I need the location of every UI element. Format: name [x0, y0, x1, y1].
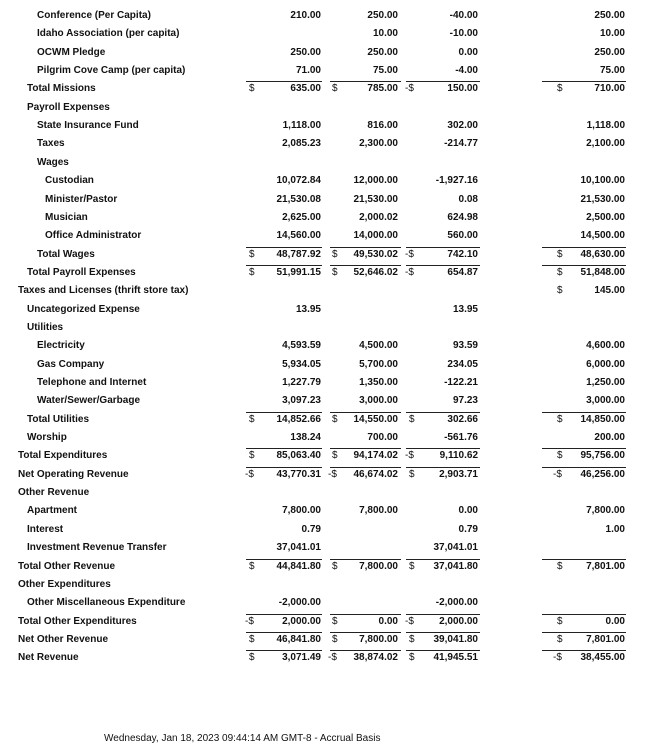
total-rule [246, 559, 322, 560]
row-label: Electricity [37, 340, 85, 352]
currency-symbol: $ [332, 450, 338, 462]
value-cell: 2,500.00 [586, 211, 625, 223]
row-label: Conference (Per Capita) [37, 10, 151, 21]
report-row [0, 227, 661, 245]
row-label: Interest [27, 523, 64, 535]
currency-symbol: $ [557, 615, 563, 627]
report-row [0, 99, 661, 117]
value-cell: 21,530.08 [276, 193, 321, 205]
report-row [0, 521, 661, 539]
total-rule [330, 412, 401, 413]
report-row [0, 392, 661, 410]
value-cell: 12,000.00 [353, 175, 398, 187]
value-cell: 49,530.02 [353, 248, 398, 260]
currency-symbol: $ [332, 560, 338, 572]
value-cell: 13.95 [295, 303, 321, 315]
value-cell: 210.00 [290, 10, 321, 21]
currency-symbol: -$ [405, 248, 414, 260]
report-row [0, 429, 661, 447]
currency-symbol: -$ [405, 615, 414, 627]
total-rule [330, 632, 401, 633]
row-label: Other Expenditures [18, 578, 111, 590]
report-row [0, 411, 661, 429]
currency-symbol: $ [557, 266, 563, 278]
currency-symbol: $ [557, 413, 563, 425]
value-cell: 0.00 [458, 46, 478, 58]
value-cell: 39,041.80 [433, 633, 478, 645]
currency-symbol: $ [409, 413, 415, 425]
value-cell: 9,110.62 [439, 450, 478, 462]
total-rule [330, 650, 401, 651]
row-label: Minister/Pastor [45, 193, 118, 205]
total-rule [330, 247, 401, 248]
value-cell: 14,500.00 [580, 230, 625, 242]
value-cell: 200.00 [594, 432, 625, 444]
row-label: Total Other Revenue [18, 560, 116, 572]
report-row [0, 44, 661, 62]
report-row [0, 264, 661, 282]
report-row [0, 154, 661, 172]
value-cell: 52,646.02 [353, 266, 398, 278]
value-cell: 816.00 [367, 120, 398, 132]
currency-symbol: -$ [328, 652, 337, 664]
value-cell: -214.77 [444, 138, 478, 150]
value-cell: 250.00 [594, 10, 625, 21]
row-label: Total Payroll Expenses [27, 266, 136, 278]
total-rule [330, 614, 401, 615]
row-label: Taxes and Licenses (thrift store tax) [18, 285, 189, 297]
value-cell: 14,852.66 [276, 413, 321, 425]
report-row [0, 539, 661, 557]
report-row [0, 319, 661, 337]
value-cell: -2,000.00 [278, 597, 321, 609]
currency-symbol: $ [557, 633, 563, 645]
value-cell: 10,072.84 [276, 175, 321, 187]
value-cell: 75.00 [372, 65, 398, 77]
value-cell: 3,000.00 [586, 395, 625, 407]
currency-symbol: $ [249, 266, 255, 278]
total-rule [542, 81, 626, 82]
report-row [0, 246, 661, 264]
report-row [0, 374, 661, 392]
value-cell: 10,100.00 [580, 175, 625, 187]
report-row [0, 447, 661, 465]
value-cell: 560.00 [447, 230, 478, 242]
row-label: Net Revenue [18, 652, 79, 664]
row-label: Water/Sewer/Garbage [37, 395, 141, 407]
report-row [0, 502, 661, 520]
row-label: Other Revenue [18, 487, 90, 499]
row-label: Gas Company [37, 358, 105, 370]
total-rule [406, 265, 480, 266]
row-label: Total Missions [27, 83, 96, 95]
value-cell: 0.00 [378, 615, 398, 627]
value-cell: 2,100.00 [586, 138, 625, 150]
currency-symbol: $ [249, 652, 255, 664]
currency-symbol: $ [332, 633, 338, 645]
value-cell: 7,800.00 [359, 560, 398, 572]
currency-symbol: $ [409, 652, 415, 664]
value-cell: 785.00 [367, 83, 398, 95]
value-cell: 4,593.59 [282, 340, 321, 352]
value-cell: 3,000.00 [359, 395, 398, 407]
value-cell: 41,945.51 [433, 652, 478, 664]
value-cell: 94,174.02 [353, 450, 398, 462]
value-cell: 37,041.80 [433, 560, 478, 572]
value-cell: 1,227.79 [282, 377, 321, 388]
report-footer: Wednesday, Jan 18, 2023 09:44:14 AM GMT-8 - Accrual Basis [104, 733, 381, 744]
report-row [0, 576, 661, 594]
value-cell: 635.00 [290, 83, 321, 95]
currency-symbol: -$ [553, 652, 562, 664]
currency-symbol: -$ [405, 83, 414, 95]
value-cell: 0.00 [458, 505, 478, 517]
row-label: Payroll Expenses [27, 101, 110, 113]
currency-symbol: $ [557, 450, 563, 462]
row-label: Taxes [37, 138, 65, 150]
row-label: Worship [27, 432, 67, 444]
value-cell: 10.00 [599, 28, 625, 40]
row-label: Other Miscellaneous Expenditure [27, 597, 186, 609]
value-cell: 0.79 [301, 523, 321, 535]
currency-symbol: $ [557, 248, 563, 260]
value-cell: 7,800.00 [282, 505, 321, 517]
value-cell: 38,455.00 [580, 652, 625, 664]
value-cell: 1.00 [605, 523, 625, 535]
report-row [0, 25, 661, 43]
total-rule [330, 448, 401, 449]
value-cell: 4,500.00 [359, 340, 398, 352]
value-cell: 700.00 [367, 432, 398, 444]
report-row [0, 80, 661, 98]
value-cell: 7,800.00 [586, 505, 625, 517]
value-cell: 2,300.00 [359, 138, 398, 150]
value-cell: 14,550.00 [353, 413, 398, 425]
row-label: OCWM Pledge [37, 46, 106, 58]
value-cell: 48,787.92 [276, 248, 321, 260]
currency-symbol: $ [249, 450, 255, 462]
currency-symbol: $ [249, 633, 255, 645]
value-cell: 5,934.05 [282, 358, 321, 370]
value-cell: 46,841.80 [276, 633, 321, 645]
value-cell: 13.95 [452, 303, 478, 315]
currency-symbol: -$ [553, 468, 562, 480]
value-cell: -40.00 [449, 10, 478, 21]
value-cell: 7,801.00 [586, 560, 625, 572]
row-label: Musician [45, 211, 88, 223]
value-cell: 3,071.49 [282, 652, 321, 664]
currency-symbol: $ [557, 83, 563, 95]
report-row [0, 172, 661, 190]
value-cell: 654.87 [447, 266, 478, 278]
value-cell: 21,530.00 [353, 193, 398, 205]
total-rule [406, 614, 480, 615]
currency-symbol: -$ [405, 266, 414, 278]
row-label: Total Other Expenditures [18, 615, 137, 627]
total-rule [406, 650, 480, 651]
value-cell: 3,097.23 [282, 395, 321, 407]
value-cell: 624.98 [447, 211, 478, 223]
row-label: Total Wages [37, 248, 95, 260]
value-cell: 1,118.00 [586, 120, 625, 132]
value-cell: 46,256.00 [580, 468, 625, 480]
currency-symbol: $ [249, 560, 255, 572]
currency-symbol: $ [557, 560, 563, 572]
total-rule [542, 412, 626, 413]
report-row [0, 117, 661, 135]
value-cell: 7,800.00 [359, 633, 398, 645]
report-row [0, 356, 661, 374]
currency-symbol: $ [409, 633, 415, 645]
value-cell: 46,674.02 [353, 468, 398, 480]
value-cell: 51,991.15 [276, 266, 321, 278]
value-cell: 742.10 [447, 248, 478, 260]
value-cell: 75.00 [599, 65, 625, 77]
total-rule [406, 448, 480, 449]
value-cell: 51,848.00 [580, 266, 625, 278]
report-row [0, 649, 661, 667]
total-rule [246, 650, 322, 651]
value-cell: 37,041.01 [276, 542, 321, 554]
total-rule [406, 81, 480, 82]
value-cell: 37,041.01 [433, 542, 478, 554]
report-row [0, 337, 661, 355]
currency-symbol: -$ [245, 468, 254, 480]
report-row [0, 466, 661, 484]
value-cell: -2,000.00 [435, 597, 478, 609]
report-row [0, 301, 661, 319]
value-cell: 2,000.00 [439, 615, 478, 627]
total-rule [246, 247, 322, 248]
value-cell: 93.59 [452, 340, 478, 352]
total-rule [406, 247, 480, 248]
row-label: Custodian [45, 175, 94, 187]
row-label: State Insurance Fund [37, 120, 139, 132]
report-row [0, 613, 661, 631]
row-label: Total Expenditures [18, 450, 108, 462]
total-rule [330, 559, 401, 560]
currency-symbol: $ [409, 468, 415, 480]
total-rule [542, 632, 626, 633]
value-cell: -1,927.16 [435, 175, 478, 187]
value-cell: 250.00 [367, 10, 398, 21]
value-cell: 0.08 [458, 193, 478, 205]
row-label: Idaho Association (per capita) [37, 28, 180, 40]
value-cell: 95,756.00 [580, 450, 625, 462]
value-cell: 85,063.40 [276, 450, 321, 462]
total-rule [542, 448, 626, 449]
report-row [0, 135, 661, 153]
value-cell: 250.00 [367, 46, 398, 58]
value-cell: 1,118.00 [282, 120, 321, 132]
row-label: Total Utilities [27, 413, 90, 425]
value-cell: 71.00 [295, 65, 321, 77]
currency-symbol: -$ [245, 615, 254, 627]
value-cell: 138.24 [290, 432, 321, 444]
currency-symbol: $ [557, 285, 563, 297]
report-row [0, 484, 661, 502]
value-cell: 14,560.00 [276, 230, 321, 242]
row-label: Pilgrim Cove Camp (per capita) [37, 65, 186, 77]
row-label: Telephone and Internet [37, 377, 147, 388]
value-cell: 6,000.00 [586, 358, 625, 370]
value-cell: 1,350.00 [359, 377, 398, 388]
value-cell: 0.00 [605, 615, 625, 627]
report-row [0, 7, 661, 25]
currency-symbol: $ [332, 83, 338, 95]
value-cell: 250.00 [594, 46, 625, 58]
report-row [0, 282, 661, 300]
value-cell: 2,625.00 [282, 211, 321, 223]
currency-symbol: -$ [405, 450, 414, 462]
row-label: Utilities [27, 321, 64, 333]
value-cell: 97.23 [452, 395, 478, 407]
value-cell: -10.00 [449, 28, 478, 40]
total-rule [542, 467, 626, 468]
value-cell: 710.00 [594, 83, 625, 95]
total-rule [542, 265, 626, 266]
total-rule [542, 247, 626, 248]
currency-symbol: $ [249, 413, 255, 425]
value-cell: 44,841.80 [276, 560, 321, 572]
value-cell: 302.66 [447, 413, 478, 425]
report-row [0, 191, 661, 209]
row-label: Uncategorized Expense [27, 303, 140, 315]
report-row [0, 62, 661, 80]
report-row [0, 558, 661, 576]
total-rule [246, 81, 322, 82]
total-rule [542, 614, 626, 615]
row-label: Net Other Revenue [18, 633, 109, 645]
currency-symbol: $ [332, 413, 338, 425]
value-cell: 10.00 [372, 28, 398, 40]
total-rule [246, 614, 322, 615]
currency-symbol: -$ [328, 468, 337, 480]
total-rule [406, 559, 480, 560]
report-row [0, 631, 661, 649]
value-cell: 14,000.00 [353, 230, 398, 242]
value-cell: 21,530.00 [580, 193, 625, 205]
value-cell: 2,903.71 [439, 468, 478, 480]
value-cell: 250.00 [290, 46, 321, 58]
currency-symbol: $ [409, 560, 415, 572]
value-cell: 43,770.31 [276, 468, 321, 480]
total-rule [246, 448, 322, 449]
total-rule [246, 632, 322, 633]
currency-symbol: $ [249, 248, 255, 260]
row-label: Investment Revenue Transfer [27, 542, 167, 554]
value-cell: 1,250.00 [586, 377, 625, 388]
row-label: Wages [37, 156, 69, 168]
row-label: Apartment [27, 505, 78, 517]
total-rule [330, 467, 401, 468]
report-row [0, 594, 661, 612]
value-cell: 48,630.00 [580, 248, 625, 260]
value-cell: 7,800.00 [359, 505, 398, 517]
total-rule [406, 632, 480, 633]
value-cell: 2,085.23 [282, 138, 321, 150]
currency-symbol: $ [249, 83, 255, 95]
value-cell: 38,874.02 [353, 652, 398, 664]
row-label: Net Operating Revenue [18, 468, 129, 480]
value-cell: 234.05 [447, 358, 478, 370]
report-row [0, 209, 661, 227]
value-cell: -4.00 [455, 65, 478, 77]
total-rule [542, 650, 626, 651]
row-label: Office Administrator [45, 230, 142, 242]
total-rule [406, 412, 480, 413]
total-rule [330, 265, 401, 266]
currency-symbol: $ [332, 266, 338, 278]
currency-symbol: $ [332, 615, 338, 627]
value-cell: 150.00 [447, 83, 478, 95]
total-rule [246, 467, 322, 468]
value-cell: 2,000.00 [282, 615, 321, 627]
value-cell: 14,850.00 [580, 413, 625, 425]
currency-symbol: $ [332, 248, 338, 260]
value-cell: 302.00 [447, 120, 478, 132]
value-cell: 5,700.00 [359, 358, 398, 370]
total-rule [406, 467, 480, 468]
value-cell: 7,801.00 [586, 633, 625, 645]
value-cell: 2,000.02 [359, 211, 398, 223]
value-cell: -561.76 [444, 432, 478, 444]
value-cell: 4,600.00 [586, 340, 625, 352]
value-cell: 145.00 [594, 285, 625, 297]
total-rule [330, 81, 401, 82]
value-cell: -122.21 [444, 377, 478, 388]
total-rule [542, 559, 626, 560]
value-cell: 0.79 [458, 523, 478, 535]
total-rule [246, 412, 322, 413]
total-rule [246, 265, 322, 266]
